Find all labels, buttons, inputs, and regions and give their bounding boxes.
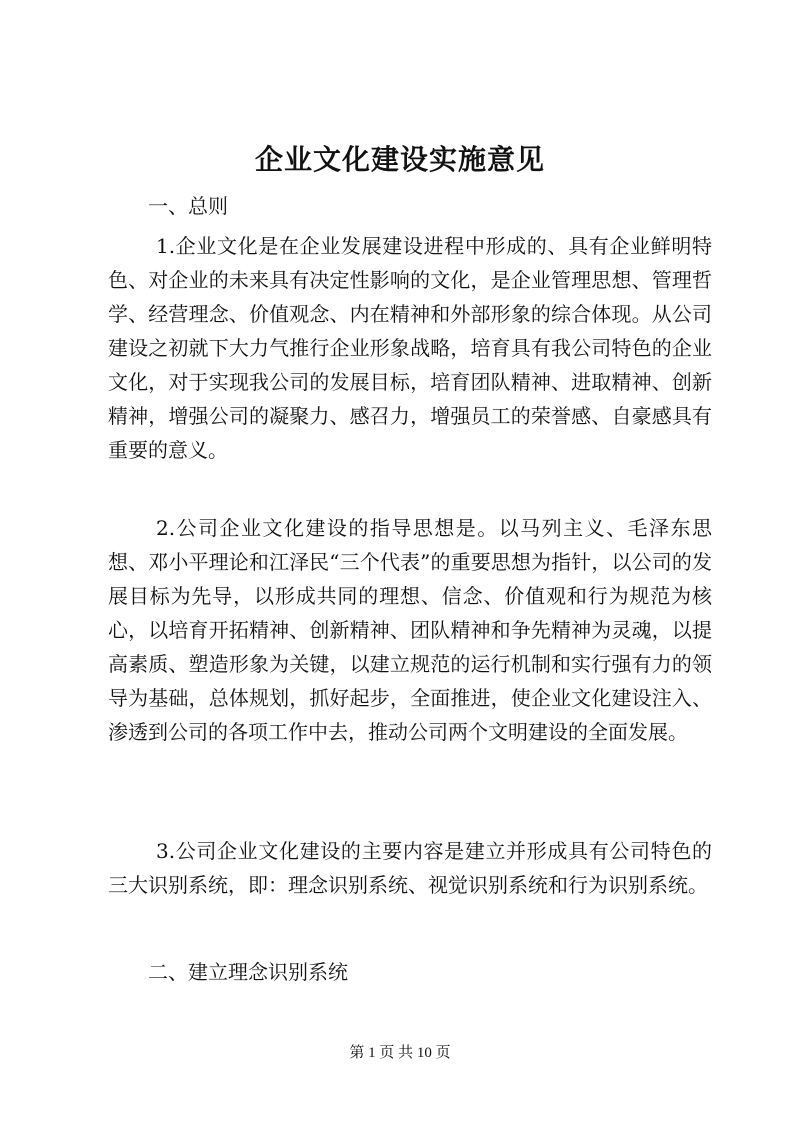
paragraph-2: 2.公司企业文化建设的指导思想是。以马列主义、毛泽东思想、邓小平理论和江泽民“三个代表”的重要思想为指针，以公司的发展目标为先导，以形成共同的理想、信念、价值观和行为规范为核心，以培育开拓精神、创新精神、团队精神和争先精神为灵魂，以提高素质、塑造形象为关键，以建立规范的运行机制和实行强有力的领导为基础，总体规划，抓好起步，全面推进，使企业文化建设注入、渗透到公司的各项工作中去，推动公司两个文明建设的全面发展。 xyxy=(108,516,712,744)
paragraph-1: 1.企业文化是在企业发展建设进程中形成的、具有企业鲜明特色、对企业的未来具有决定性影响的文化，是企业管理思想、管理哲学、经营理念、价值观念、内在精神和外部形象的综合体现。从公司建设之初就下大力气推行企业形象战略，培育具有我公司特色的企业文化，对于实现我公司的发展目标，培育团队精神、进取精神、创新精神，增强公司的凝聚力、感召力，增强员工的荣誉感、自豪感具有重要的意义。 xyxy=(108,234,712,462)
page-number-footer: 第 1 页 共 10 页 xyxy=(349,1045,451,1061)
document-title: 企业文化建设实施意见 xyxy=(254,143,545,176)
section-heading-general: 一、总则 xyxy=(148,194,228,218)
paragraph-3: 3.公司企业文化建设的主要内容是建立并形成具有公司特色的三大识别系统，即：理念识别系统、视觉识别系统和行为识别系统。 xyxy=(108,839,712,897)
section-heading-identity-system: 二、建立理念识别系统 xyxy=(148,960,348,984)
